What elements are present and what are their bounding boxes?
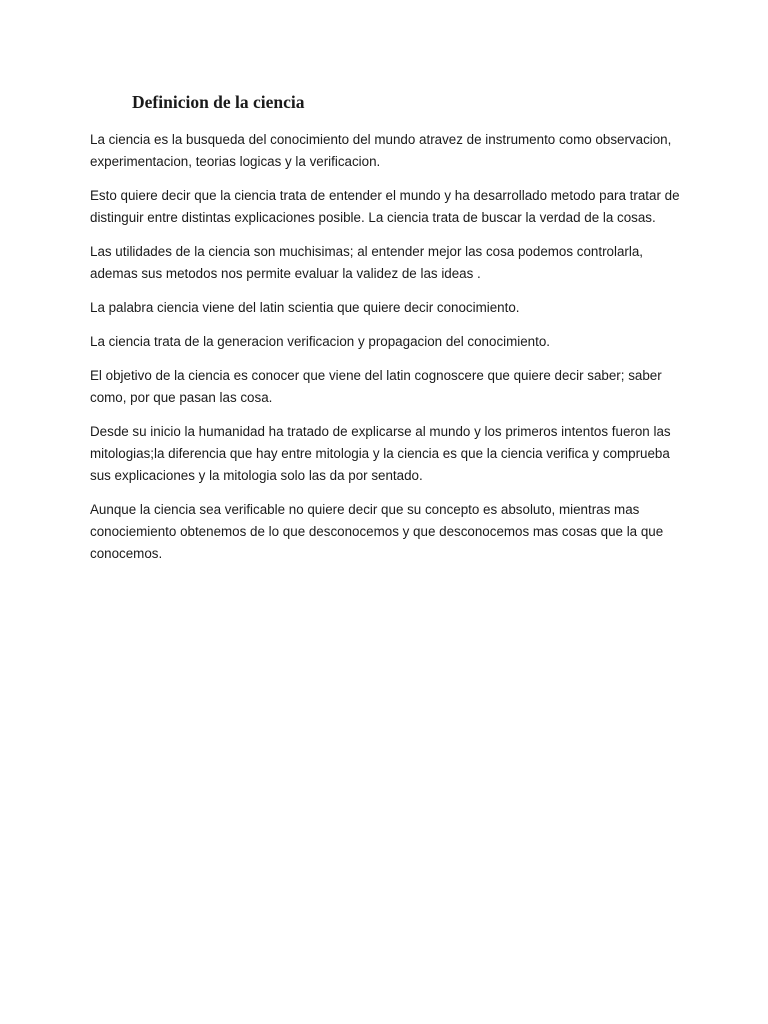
document-body bbox=[90, 129, 686, 577]
paragraph-utilities: Las utilidades de la ciencia son muchisimas; al entender mejor las cosa podemos controlarla, ademas sus metodos nos permite evaluar la validez de las ideas . bbox=[90, 244, 644, 281]
paragraph-objective: El objetivo de la ciencia es conocer que viene del latin cognoscere que quiere decir saber; saber como, por que pasan las cosa. bbox=[90, 368, 662, 405]
paragraph-generation: La ciencia trata de la generacion verificacion y propagacion del conocimiento. bbox=[90, 334, 551, 349]
paragraph-meaning: Esto quiere decir que la ciencia trata de entender el mundo y ha desarrollado metodo para tratar de distinguir entre distintas explicaciones posible. La ciencia trata de buscar la verdad de la cosas. bbox=[90, 188, 680, 225]
paragraph-definition: La ciencia es la busqueda del conocimiento del mundo atravez de instrumento como observacion, experimentacion, teorias logicas y la verificacion. bbox=[90, 132, 672, 169]
paragraph-etymology: La palabra ciencia viene del latin scientia que quiere decir conocimiento. bbox=[90, 300, 520, 315]
document-title: Definicion de la ciencia bbox=[132, 92, 305, 112]
paragraph-verifiable: Aunque la ciencia sea verificable no quiere decir que su concepto es absoluto, mientras mas conociemiento obtenemos de lo que desconocemos y que desconocemos mas cosas que la que conocemos. bbox=[90, 502, 664, 561]
paragraph-mythology: Desde su inicio la humanidad ha tratado de explicarse al mundo y los primeros intentos fueron las mitologias;la diferencia que hay entre mitologia y la ciencia es que la ciencia verifica y comprueba sus explicaciones y la mitologia solo las da por sentado. bbox=[90, 424, 671, 483]
